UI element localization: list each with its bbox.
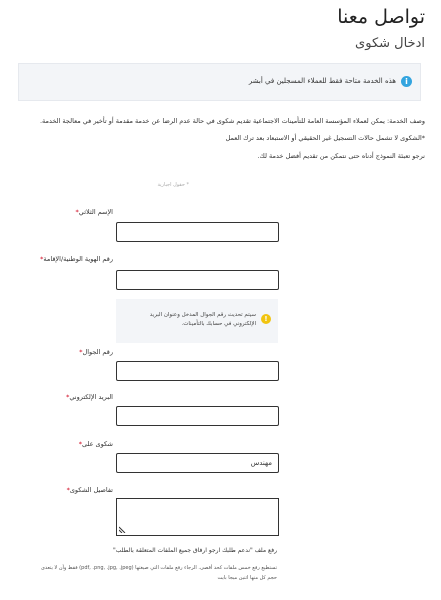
email-label — [64, 393, 113, 401]
warning-icon: ! — [261, 314, 271, 324]
notice-text: سيتم تحديث رقم الجوال المدخل وعنوان البريد الإلكتروني في حسابك بالتأمينات. — [149, 312, 256, 327]
info-icon: i — [401, 76, 412, 87]
upload-help-line-1: تستطيع رفع خمس ملفات كحد أقصى. الرجاء رفع ملفات التي صيغتها (pdf, .png, .jpg, .jpeg) فقط وأن لا يتعدى — [40, 565, 277, 571]
description-line-3: نرجو تعبئة النموذج أدناه حتى نتمكن من تقديم أفضل خدمة لك. — [257, 152, 425, 160]
resize-handle-icon[interactable] — [119, 526, 126, 533]
email-label-text: البريد الإلكتروني — [69, 393, 113, 401]
page-title: تواصل معنا — [337, 6, 425, 28]
required-star: * — [66, 486, 70, 494]
required-star: * — [78, 440, 82, 448]
details-label-text: تفاصيل الشكوى — [69, 486, 113, 494]
section-title: ادخال شكوى — [355, 36, 425, 51]
required-star: * — [66, 393, 70, 401]
info-text: هذه الخدمة متاحة فقط للعملاء المسجلين في أبشر — [248, 77, 396, 85]
full-name-input[interactable] — [116, 222, 279, 242]
email-input[interactable] — [116, 406, 279, 426]
complaint-on-label — [77, 440, 113, 448]
info-box — [18, 63, 421, 101]
details-label — [65, 486, 113, 494]
complaint-on-select[interactable] — [116, 453, 279, 473]
required-star: * — [40, 255, 44, 263]
complaint-on-value: مهندس — [250, 459, 272, 467]
complaint-on-label-text: شكوى على — [82, 440, 113, 448]
required-note: * حقول اجبارية — [157, 182, 189, 188]
update-notice — [116, 299, 278, 343]
mobile-input[interactable] — [116, 361, 279, 381]
description-line-1: وصف الخدمة: يمكن لعملاء المؤسسة العامة للتأمينات الاجتماعية تقديم شكوى في حالة عدم الرضا عن خدمة مقدمة أو تأخير في معالجة الخدمة. — [39, 117, 425, 125]
description-line-2: *الشكوى لا تشمل حالات التسجيل غير الحقيقي أو الاستبعاد بعد ترك العمل — [225, 134, 425, 142]
mobile-label-text: رقم الجوال — [82, 348, 113, 356]
full-name-label-text: الإسم الثلاثي — [78, 208, 113, 216]
full-name-label — [74, 208, 113, 216]
national-id-label — [38, 255, 113, 263]
required-star: * — [79, 348, 83, 356]
upload-help-line-2: حجم كل منها اثنين ميجا بايت — [217, 575, 277, 581]
upload-label: رفع ملف "ندعم طلبك ارجو ارفاق جميع الملفات المتعلقة بالطلب" — [112, 547, 277, 554]
national-id-input[interactable] — [116, 270, 279, 290]
details-textarea[interactable] — [116, 498, 279, 536]
required-star: * — [75, 208, 79, 216]
national-id-label-text: رقم الهوية الوطنية/الإقامة — [43, 255, 113, 263]
mobile-label — [77, 348, 113, 356]
